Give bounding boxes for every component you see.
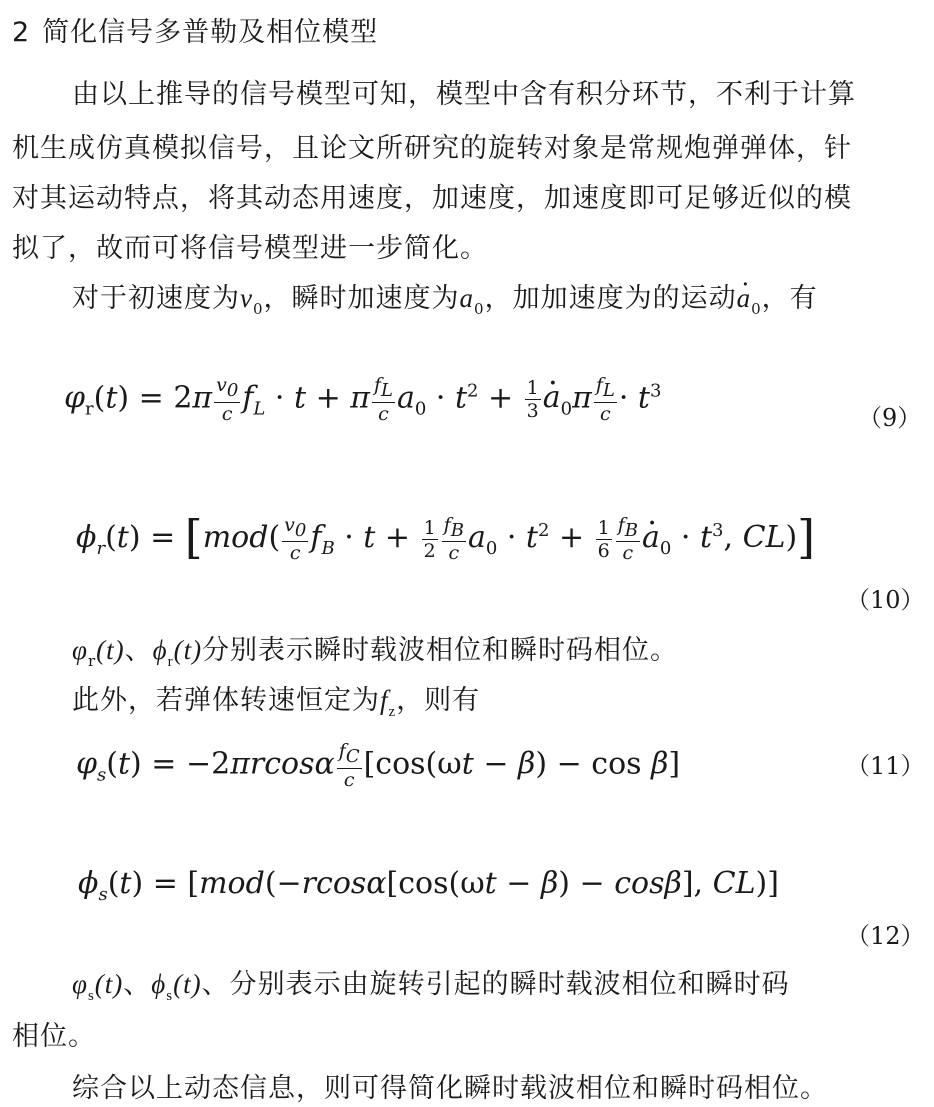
rotation-carrier-phase-subscript: s [87, 988, 95, 1004]
equation-10-number: （10） [846, 586, 925, 614]
carrier-phase-subscript: r [87, 652, 97, 670]
initial-velocity-subscript: 0 [252, 300, 264, 318]
note-1-separator: 、 [124, 635, 153, 666]
paragraph-1-line-3: 对其运动特点，将其动态用速度，加速度，加速度即可足够近似的模 [12, 183, 852, 214]
equation-12-number: （12） [846, 922, 925, 950]
section-number: 2 [12, 17, 31, 48]
equation-11: $\varphi_s(t) = -2\pi rcos\alpha$ $\frac{f_C}{c}$ [cos(ωt − β) − cos β] [76, 740, 681, 791]
jerk-symbol: · a [737, 283, 752, 314]
code-phase-symbol: ϕ [152, 635, 168, 665]
carrier-phase-arg: (t) [96, 635, 125, 665]
spin-rate-subscript: z [388, 704, 397, 720]
rotation-code-phase-symbol: ϕ [151, 969, 167, 999]
equation-12: $\phi_s(t) = [mod(-rcos\alpha[\cos(\omega t - \beta) - \cos\beta]$, CL)] [78, 866, 779, 905]
acceleration-subscript: 0 [474, 300, 485, 318]
note-1-text: 分别表示瞬时载波相位和瞬时码相位。 [202, 635, 679, 666]
equation-9-number: （9） [858, 404, 922, 432]
equation-10: $\phi_r(t) = [mod$( $\frac{v_0}{c}$ $f_B \cdot t$ + $\frac{1}{2}$ $\frac{f_B}{c}$ $a_0 \cdot t^2$ + $\frac{1}{6}$ $\frac{f_B}{c}$ · $a_0 \cdot t^3$, CL)] [76, 510, 815, 564]
section-title: 简化信号多普勒及相位模型 [42, 17, 379, 48]
note-3-line-2: 相位。 [12, 1021, 96, 1052]
carrier-phase-symbol: φ [72, 635, 88, 665]
acceleration-symbol: a [459, 283, 475, 313]
note-2-text-a: 此外，若弹体转速恒定为 [72, 685, 380, 716]
rotation-code-phase-subscript: s [166, 988, 174, 1004]
paragraph-1-line-2: 机生成仿真模拟信号，且论文所研究的旋转对象是常规炮弹弹体，针 [12, 133, 852, 164]
code-phase-subscript: r [167, 654, 174, 670]
paragraph-2-text-c: ，加加速度为的运动 [484, 283, 737, 314]
conclusion: 综合以上动态信息，则可得简化瞬时载波相位和瞬时码相位。 [72, 1073, 828, 1104]
code-phase-arg: (t) [173, 635, 203, 665]
section-heading [12, 10, 378, 49]
spin-rate-symbol: f [380, 685, 389, 715]
equation-11-number: （11） [846, 752, 925, 780]
note-3-separator-b: 、 [201, 969, 230, 1000]
rotation-carrier-phase-arg: (t) [94, 969, 124, 999]
note-3-line-1 [72, 962, 790, 1005]
rotation-carrier-phase-symbol: φ [72, 969, 88, 999]
note-2-text-b: ，则有 [396, 685, 481, 716]
paragraph-2 [72, 276, 818, 318]
note-3-separator-a: 、 [123, 969, 152, 1000]
paragraph-1-line-4: 拟了，故而可将信号模型进一步简化。 [12, 233, 488, 264]
paragraph-2-text-d: ，有 [761, 283, 818, 314]
initial-velocity-symbol: v [240, 283, 253, 313]
note-3-text-line-1: 分别表示由旋转引起的瞬时载波相位和瞬时码 [229, 969, 790, 1000]
equation-9: $\varphi_r(t) = 2\pi$ $\frac{v_0}{c}$ $f_L \cdot t + \pi$ $\frac{f_L}{c}$ $a_0 \cdot t^2$ + $\frac{1}{3}$ · $a_0\pi$ $\frac{f_L}{c}$ · $t^3$ [64, 374, 661, 425]
paragraph-2-text-a: 对于初速度为 [72, 283, 240, 314]
rotation-code-phase-arg: (t) [173, 969, 202, 999]
note-2 [72, 678, 480, 721]
note-1 [72, 628, 678, 671]
paragraph-1-line-1: 由以上推导的信号模型可知，模型中含有积分环节，不利于计算 [72, 79, 856, 110]
paragraph-2-text-b: ，瞬时加速度为 [263, 283, 460, 314]
jerk-subscript: 0 [751, 300, 762, 318]
